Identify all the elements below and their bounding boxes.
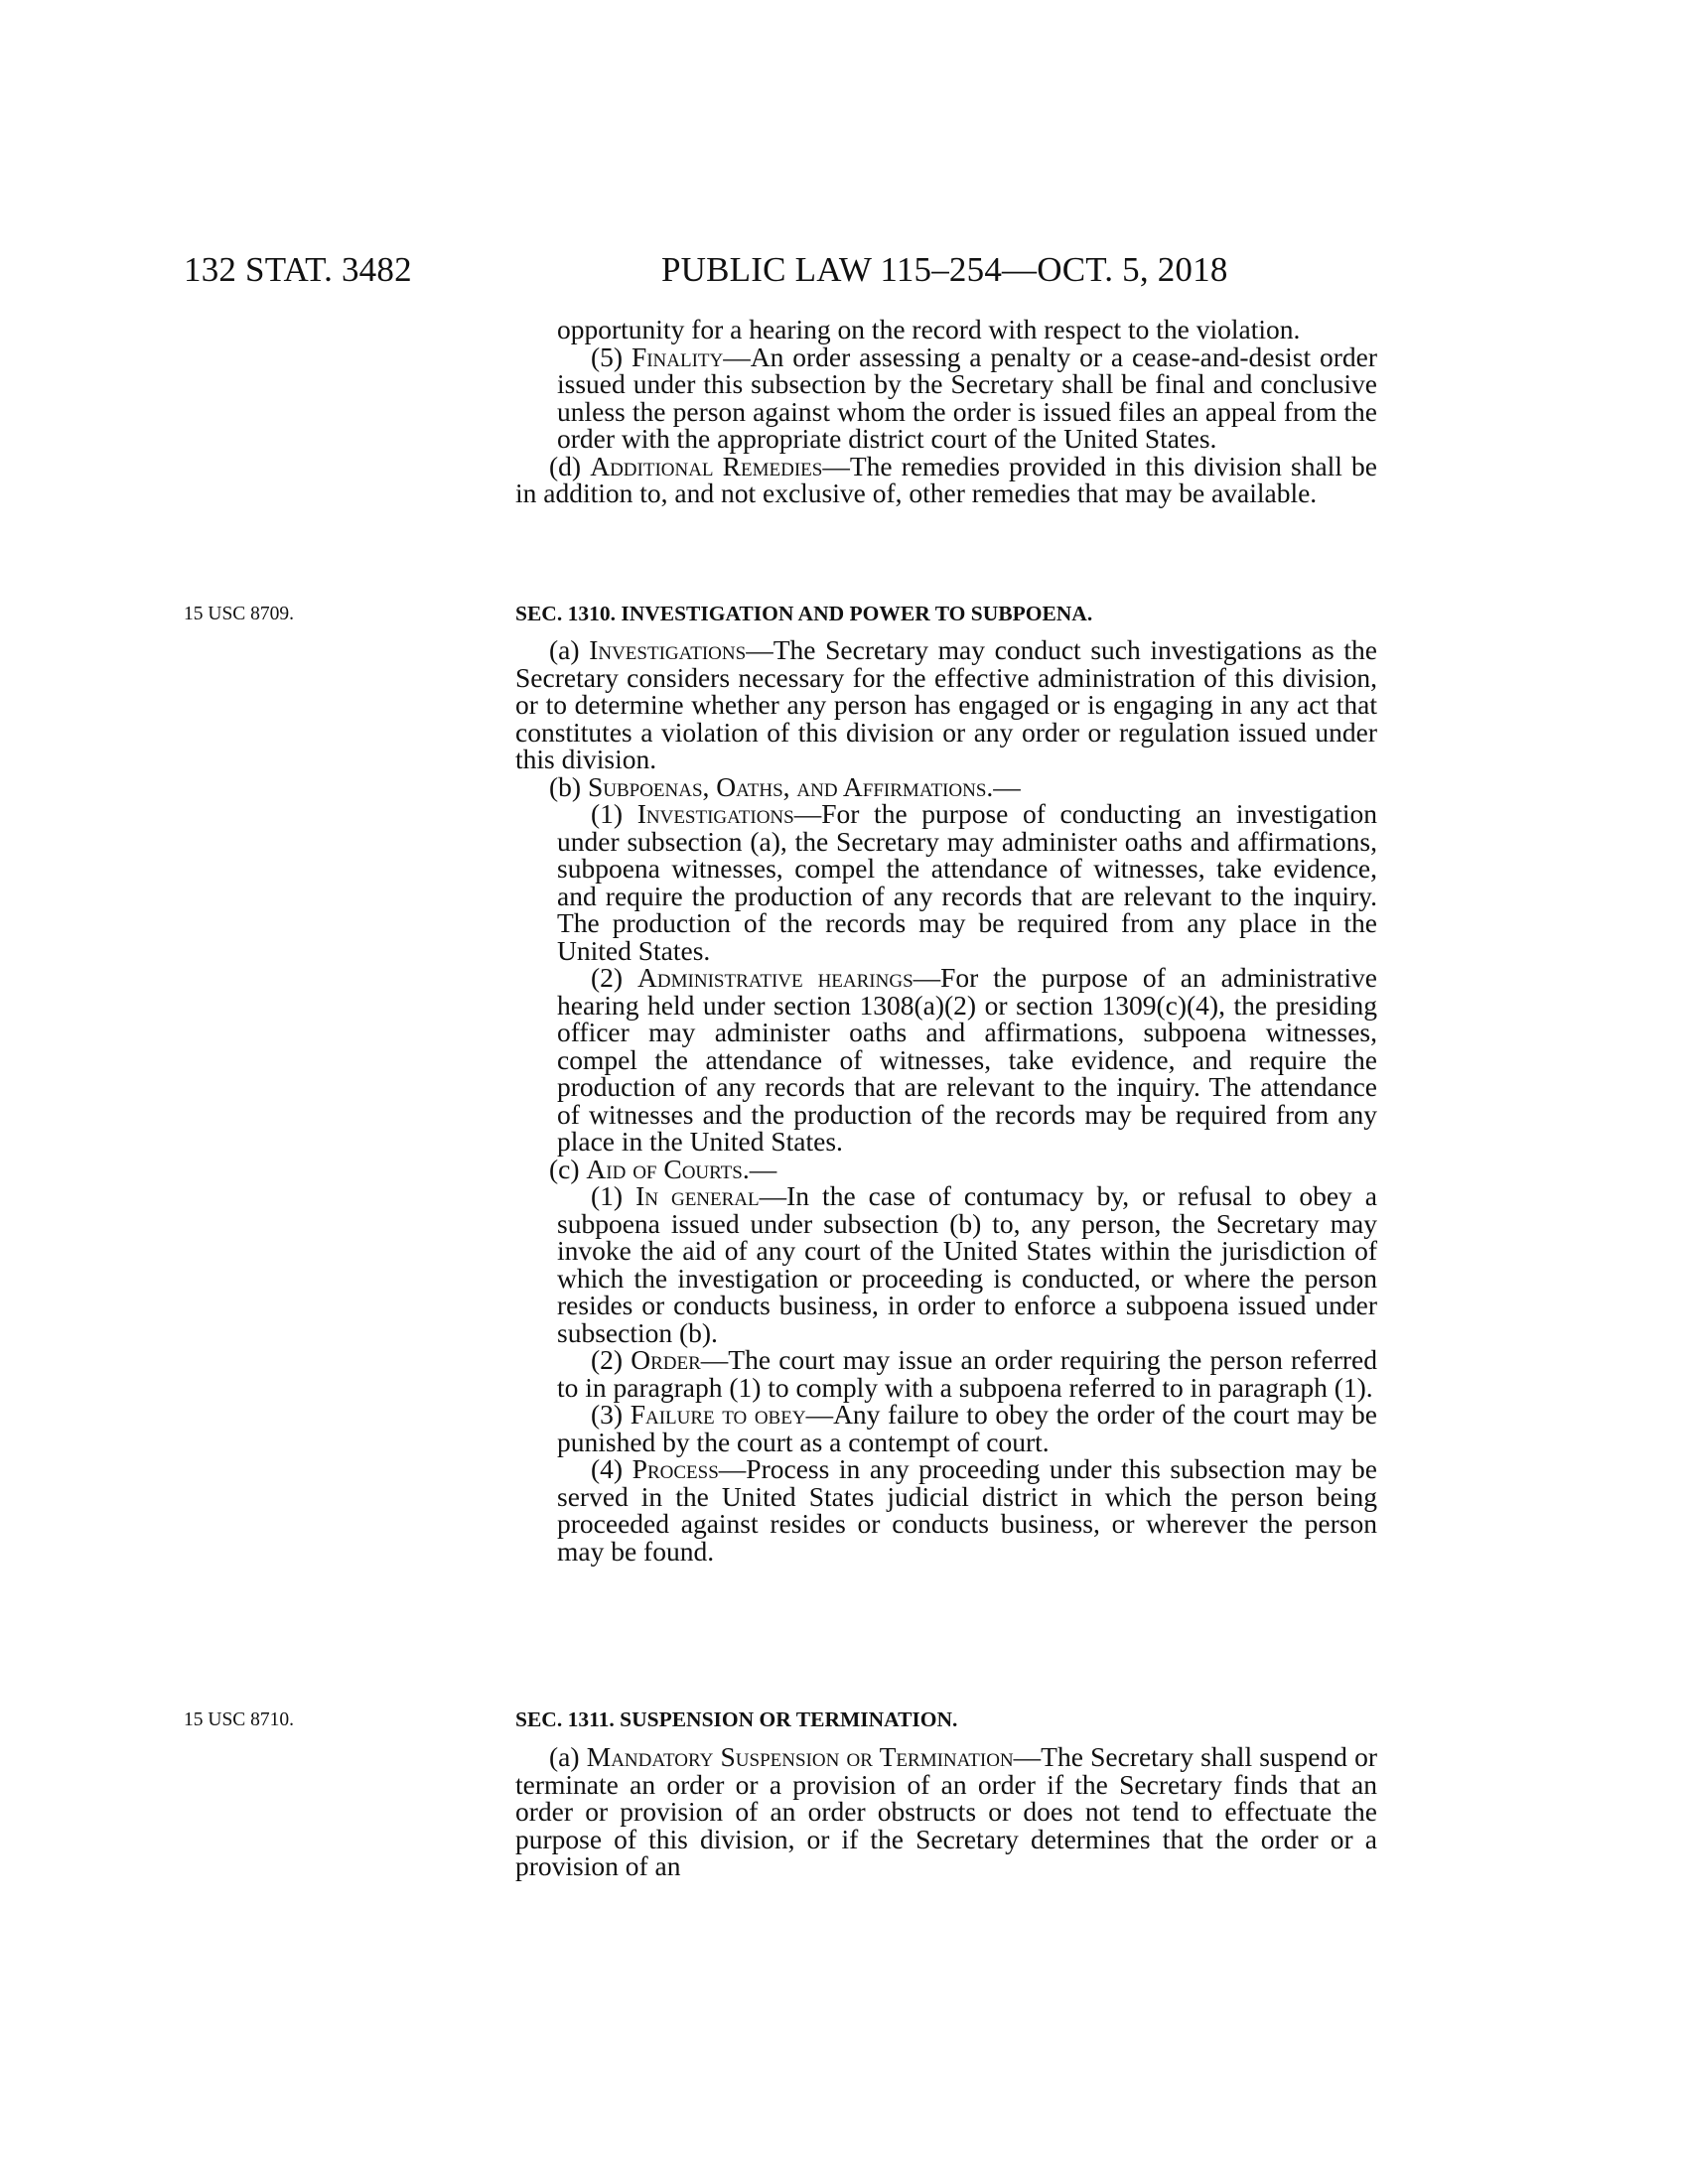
subsection-text: —The Secretary may conduct such investigations as the Secretary considers necessary for the effective administration of this division, or to determine whether any person has engaged or is engaging in any act that constitutes a violation of this division or any order or regulation issued under this division. — [515, 634, 1378, 774]
subsection-text: .— — [742, 1153, 777, 1184]
subsection-text: —The remedies provided in this division shall be in addition to, and not exclusive of, other remedies that may be available. — [515, 450, 1378, 508]
subsection-heading: Investigations — [589, 634, 747, 665]
paragraph-5-finality — [515, 343, 1377, 453]
paragraph-heading: Order — [631, 1344, 701, 1375]
section-1311-body — [515, 1743, 1377, 1880]
subsection-text: .— — [986, 770, 1021, 802]
paragraph-c2-order — [515, 1346, 1377, 1401]
subsection-number: (c) — [549, 1153, 580, 1184]
paragraph-heading: In general — [635, 1180, 760, 1211]
paragraph-number: (1) — [591, 1180, 624, 1211]
subsection-heading: Aid of Courts — [586, 1153, 743, 1184]
margin-note-usc-8710: 15 USC 8710. — [184, 1709, 295, 1730]
subsection-number: (d) — [549, 450, 582, 481]
paragraph-c1-in-general — [515, 1182, 1377, 1346]
subsection-a-mandatory-suspension — [515, 1743, 1377, 1880]
paragraph-text: —An order assessing a penalty or a cease-and-desist order issued under this subsection by the Secretary shall be final and conclusive unless the person against whom the order is issued files an appeal from the order with the appropriate district court of the United States. — [557, 341, 1378, 454]
subsection-number: (a) — [549, 634, 580, 665]
paragraph-number: (5) — [591, 341, 624, 372]
continuation-block — [515, 316, 1377, 507]
margin-note-usc-8709: 15 USC 8709. — [184, 604, 295, 624]
subsection-d-additional-remedies — [515, 450, 1378, 508]
paragraph-heading: Failure to obey — [630, 1399, 806, 1430]
paragraph-number: (3) — [591, 1399, 624, 1430]
paragraph-c3-failure-to-obey — [515, 1401, 1377, 1455]
subsection-a-investigations — [515, 636, 1377, 773]
paragraph-number: (4) — [591, 1453, 624, 1484]
paragraph-heading: Process — [632, 1453, 719, 1484]
paragraph-b2-administrative-hearings — [515, 964, 1377, 1156]
paragraph-heading: Investigations — [636, 798, 794, 829]
paragraph-heading: Administrative hearings — [637, 962, 914, 993]
subsection-b-subpoenas — [515, 770, 1377, 802]
paragraph-heading: Finality — [631, 341, 724, 372]
subsection-number: (a) — [549, 1741, 580, 1772]
section-1311-header — [515, 1706, 1377, 1734]
paragraph-text: —For the purpose of conducting an investigation under subsection (a), the Secretary may administer oaths and affirmations, subpoena witnesses, compel the attendance of witnesses, take evidence, and require the production of any records that are relevant to the inquiry. The production of the records may be required from any place in the United States. — [557, 798, 1377, 966]
section-heading: SEC. 1311. SUSPENSION OR TERMINATION. — [515, 1707, 958, 1731]
section-heading: SEC. 1310. INVESTIGATION AND POWER TO SUBPOENA. — [515, 602, 1093, 625]
paragraph-text: —Process in any proceeding under this subsection may be served in the United States judicial district in which the person being proceeded against resides or conducts business, or wherever the person may be found. — [557, 1453, 1377, 1567]
subsection-heading: Additional Remedies — [590, 450, 823, 481]
paragraph-number: (2) — [591, 962, 624, 993]
continuation-paragraph: opportunity for a hearing on the record with respect to the violation. — [557, 314, 1301, 344]
page-stat-reference: 132 STAT. 3482 — [184, 250, 412, 289]
paragraph-c4-process — [515, 1455, 1377, 1565]
page-title: PUBLIC LAW 115–254—OCT. 5, 2018 — [661, 250, 1228, 289]
section-1310-header — [515, 601, 1377, 628]
paragraph-text: —For the purpose of an administrative hearing held under section 1308(a)(2) or section 1309(c)(4), the presiding officer may administer oaths and affirmations, subpoena witnesses, compel the attendance of witnesses, take evidence, and require the production of any records that are relevant to the inquiry. The attendance of witnesses and the production of the records may be required from any place in the United States. — [557, 962, 1377, 1157]
paragraph-text: —Any failure to obey the order of the court may be punished by the court as a contempt of court. — [557, 1399, 1377, 1457]
subsection-text: —The Secretary shall suspend or terminate an order or a provision of an order if the Secretary finds that an order or provision of an order obstructs or does not tend to effectuate the purpose of this division, or if the Secretary determines that the order or a provision of an — [515, 1741, 1378, 1881]
paragraph-text: —The court may issue an order requiring the person referred to in paragraph (1) to comply with a subpoena referred to in paragraph (1). — [557, 1344, 1378, 1403]
subsection-number: (b) — [549, 770, 582, 802]
paragraph-number: (1) — [591, 798, 624, 829]
paragraph-text: —In the case of contumacy by, or refusal to obey a subpoena issued under subsection (b) to, any person, the Secretary may invoke the aid of any court of the United States within the jurisdiction of which the investigation or proceeding is conducted, or where the person resides or conducts business, in order to enforce a subpoena issued under subsection (b). — [557, 1180, 1377, 1348]
section-1310-body — [515, 636, 1377, 1565]
subsection-c-aid-of-courts — [515, 1153, 1377, 1184]
subsection-heading: Subpoenas, Oaths, and Affirmations — [587, 770, 987, 802]
subsection-heading: Mandatory Suspension or Termination — [586, 1741, 1014, 1772]
paragraph-number: (2) — [591, 1344, 624, 1375]
paragraph-b1-investigations — [515, 800, 1377, 964]
